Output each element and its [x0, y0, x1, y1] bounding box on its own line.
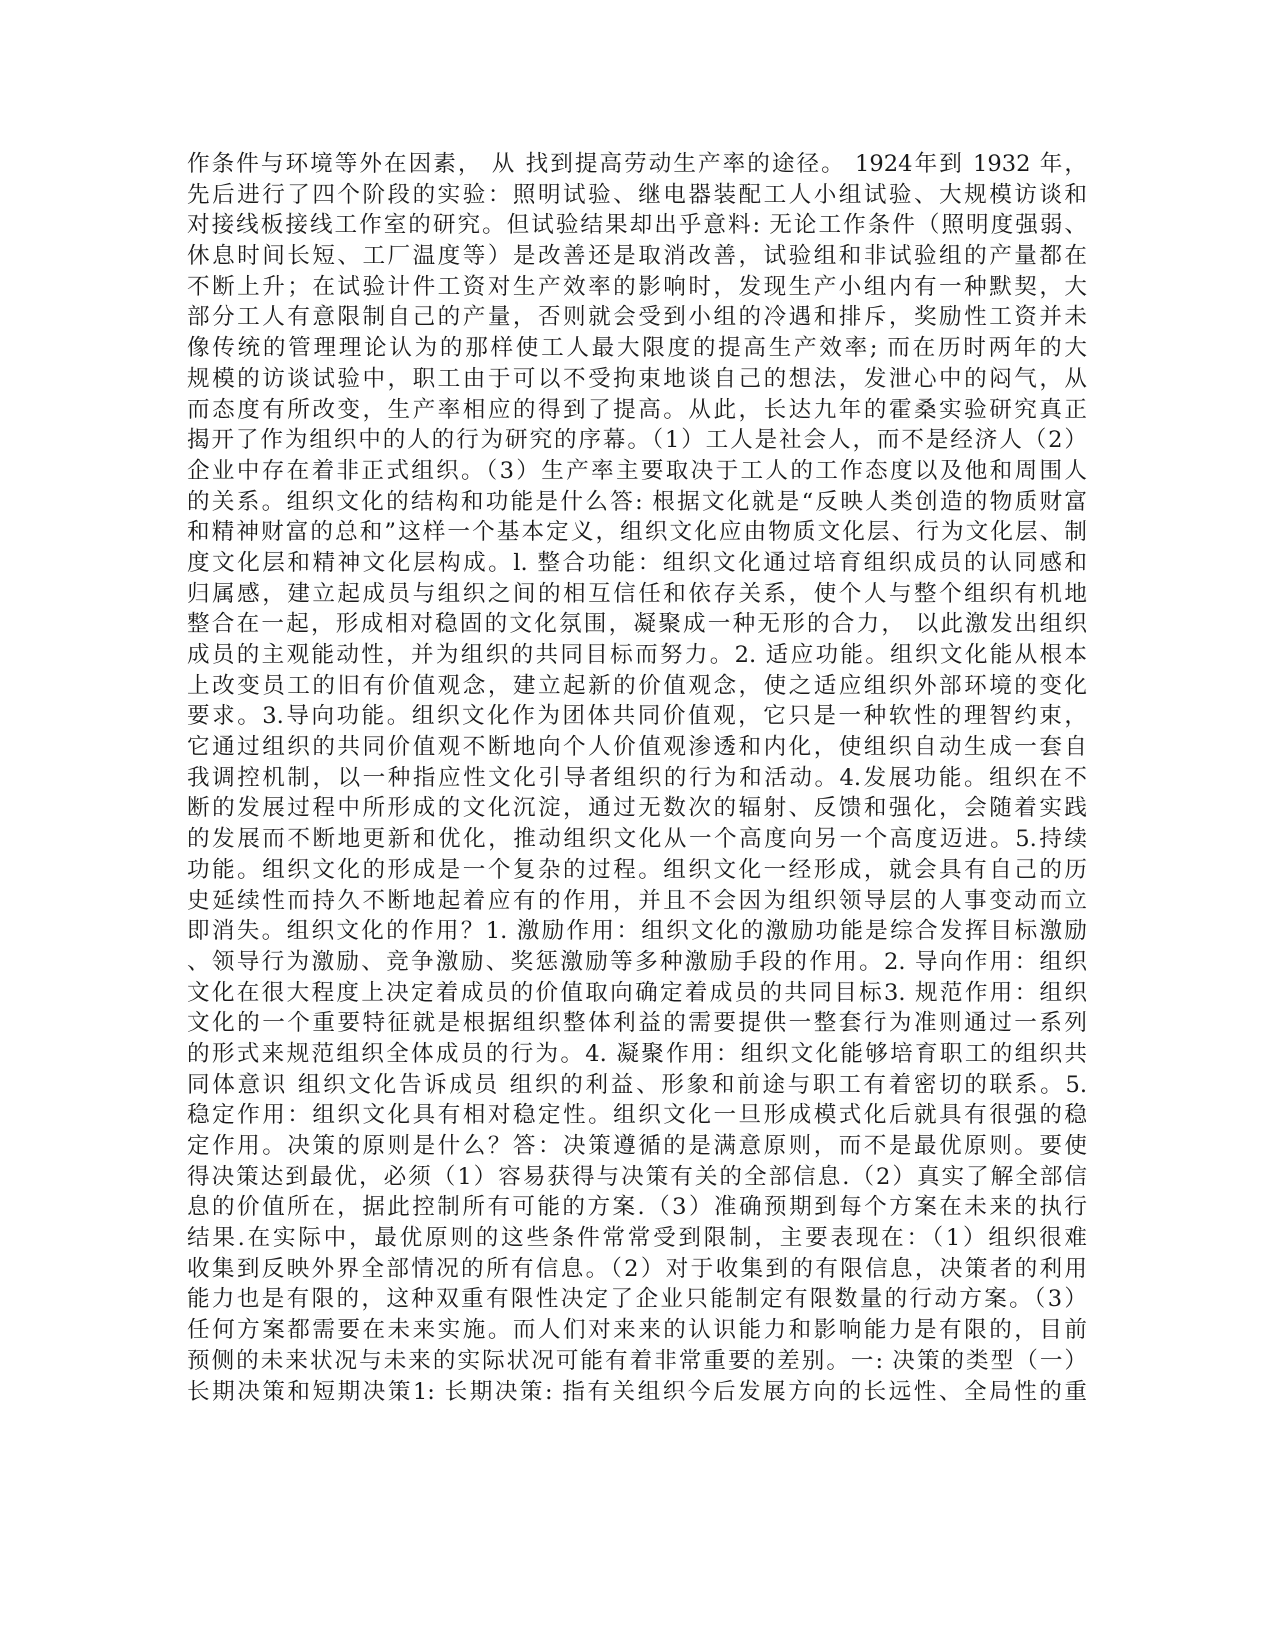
- text-line-26: 即消失。组织文化的作用？1. 激励作用：组织文化的激励功能是综合发挥目标激励: [187, 918, 1087, 945]
- text-line-33: 定作用。决策的原则是什么？答：决策遵循的是满意原则，而不是最优原则。要使: [187, 1133, 1087, 1159]
- text-line-30: 的形式来规范组织全体成员的行为。4. 凝聚作用：组织文化能够培育职工的组织共: [187, 1040, 1087, 1067]
- text-line-25: 史延续性而持久不断地起着应有的作用，并且不会因为组织领导层的人事变动而立: [187, 887, 1087, 914]
- text-line-10: 揭开了作为组织中的人的行为研究的序幕。（1）工人是社会人，而不是经济人（2）: [187, 427, 1087, 454]
- text-line-23: 的发展而不断地更新和优化，推动组织文化从一个高度向另一个高度迈进。5.持续: [187, 826, 1087, 853]
- text-line-31: 同体意识 组织文化告诉成员 组织的利益、形象和前途与职工有着密切的联系。5.: [187, 1071, 1087, 1098]
- text-line-16: 整合在一起，形成相对稳固的文化氛围，凝聚成一种无形的合力， 以此激发出组织: [187, 611, 1087, 638]
- text-line-41: 长期决策和短期决策1: 长期决策: 指有关组织今后发展方向的长远性、全局性的重: [187, 1378, 1087, 1405]
- text-line-40: 预侧的未来状况与未来的实际状况可能有着非常重要的差别。一: 决策的类型（一）: [187, 1347, 1087, 1374]
- text-line-5: 不断上升；在试验计件工资对生产效率的影响时，发现生产小组内有一种默契，大: [187, 273, 1087, 300]
- text-line-35: 息的价值所在，据此控制所有可能的方案.（3）准确预期到每个方案在未来的执行: [187, 1194, 1087, 1221]
- text-line-8: 规模的访谈试验中，职工由于可以不受拘束地谈自己的想法，发泄心中的闷气，从: [187, 365, 1087, 392]
- text-line-12: 的关系。组织文化的结构和功能是什么答: 根据文化就是“反映人类创造的物质财富: [187, 488, 1087, 515]
- body-text: [187, 149, 1087, 1407]
- text-line-29: 文化的一个重要特征就是根据组织整体利益的需要提供一整套行为准则通过一系列: [187, 1010, 1087, 1037]
- text-line-28: 文化在很大程度上决定着成员的价值取向确定着成员的共同目标3. 规范作用：组织: [187, 979, 1087, 1006]
- text-line-22: 断的发展过程中所形成的文化沉淀，通过无数次的辐射、反馈和强化，会随着实践: [187, 795, 1087, 822]
- text-line-9: 而态度有所改变，生产率相应的得到了提高。从此，长达九年的霍桑实验研究真正: [187, 396, 1087, 423]
- text-line-15: 归属感，建立起成员与组织之间的相互信任和依存关系，使个人与整个组织有机地: [187, 580, 1087, 607]
- text-line-36: 结果.在实际中，最优原则的这些条件常常受到限制，主要表现在：（1）组织很难: [187, 1225, 1087, 1252]
- text-line-39: 任何方案都需要在未来实施。而人们对来来的认识能力和影响能力是有限的，目前: [187, 1317, 1087, 1344]
- text-line-7: 像传统的管理理论认为的那样使工人最大限度的提高生产效率; 而在历时两年的大: [187, 335, 1087, 362]
- text-line-32: 稳定作用：组织文化具有相对稳定性。组织文化一旦形成模式化后就具有很强的稳: [187, 1102, 1087, 1129]
- text-line-37: 收集到反映外界全部情况的所有信息。（2）对于收集到的有限信息，决策者的利用: [187, 1255, 1087, 1282]
- text-line-6: 部分工人有意限制自己的产量，否则就会受到小组的冷遇和排斥，奖励性工资并未: [187, 304, 1087, 331]
- text-line-34: 得决策达到最优，必须（1）容易获得与决策有关的全部信息.（2）真实了解全部信: [187, 1163, 1087, 1190]
- text-line-21: 我调控机制，以一种指应性文化引导者组织的行为和活动。4.发展功能。组织在不: [187, 764, 1087, 791]
- text-line-38: 能力也是有限的，这种双重有限性决定了企业只能制定有限数量的行动方案。（3）: [187, 1286, 1087, 1313]
- text-line-17: 成员的主观能动性，并为组织的共同目标而努力。2. 适应功能。组织文化能从根本: [187, 642, 1087, 668]
- text-line-27: 、领导行为激励、竞争激励、奖惩激励等多种激励手段的作用。2. 导向作用：组织: [187, 948, 1087, 975]
- text-line-4: 休息时间长短、工厂温度等）是改善还是取消改善，试验组和非试验组的产量都在: [187, 243, 1087, 270]
- text-line-1: 作条件与环境等外在因素， 从 找到提高劳动生产率的途径。 1924年到 1932 年，: [187, 151, 1087, 177]
- text-line-14: 度文化层和精神文化层构成。l. 整合功能：组织文化通过培育组织成员的认同感和: [187, 549, 1087, 576]
- text-line-19: 要求。3.导向功能。组织文化作为团体共同价值观，它只是一种软性的理智约束，: [187, 703, 1087, 730]
- text-line-18: 上改变员工的旧有价值观念，建立起新的价值观念，使之适应组织外部环境的变化: [187, 672, 1087, 699]
- text-line-24: 功能。组织文化的形成是一个复杂的过程。组织文化一经形成，就会具有自己的历: [187, 856, 1087, 883]
- text-line-3: 对接线板接线工作室的研究。但试验结果却出乎意料: 无论工作条件（照明度强弱、: [187, 212, 1087, 239]
- text-line-11: 企业中存在着非正式组织。（3）生产率主要取决于工人的工作态度以及他和周围人: [187, 457, 1087, 484]
- text-line-2: 先后进行了四个阶段的实验：照明试验、继电器装配工人小组试验、大规模访谈和: [187, 181, 1087, 208]
- text-line-20: 它通过组织的共同价值观不断地向个人价值观渗透和内化，使组织自动生成一套自: [187, 734, 1087, 761]
- text-line-13: 和精神财富的总和”这样一个基本定义，组织文化应由物质文化层、行为文化层、制: [187, 519, 1087, 546]
